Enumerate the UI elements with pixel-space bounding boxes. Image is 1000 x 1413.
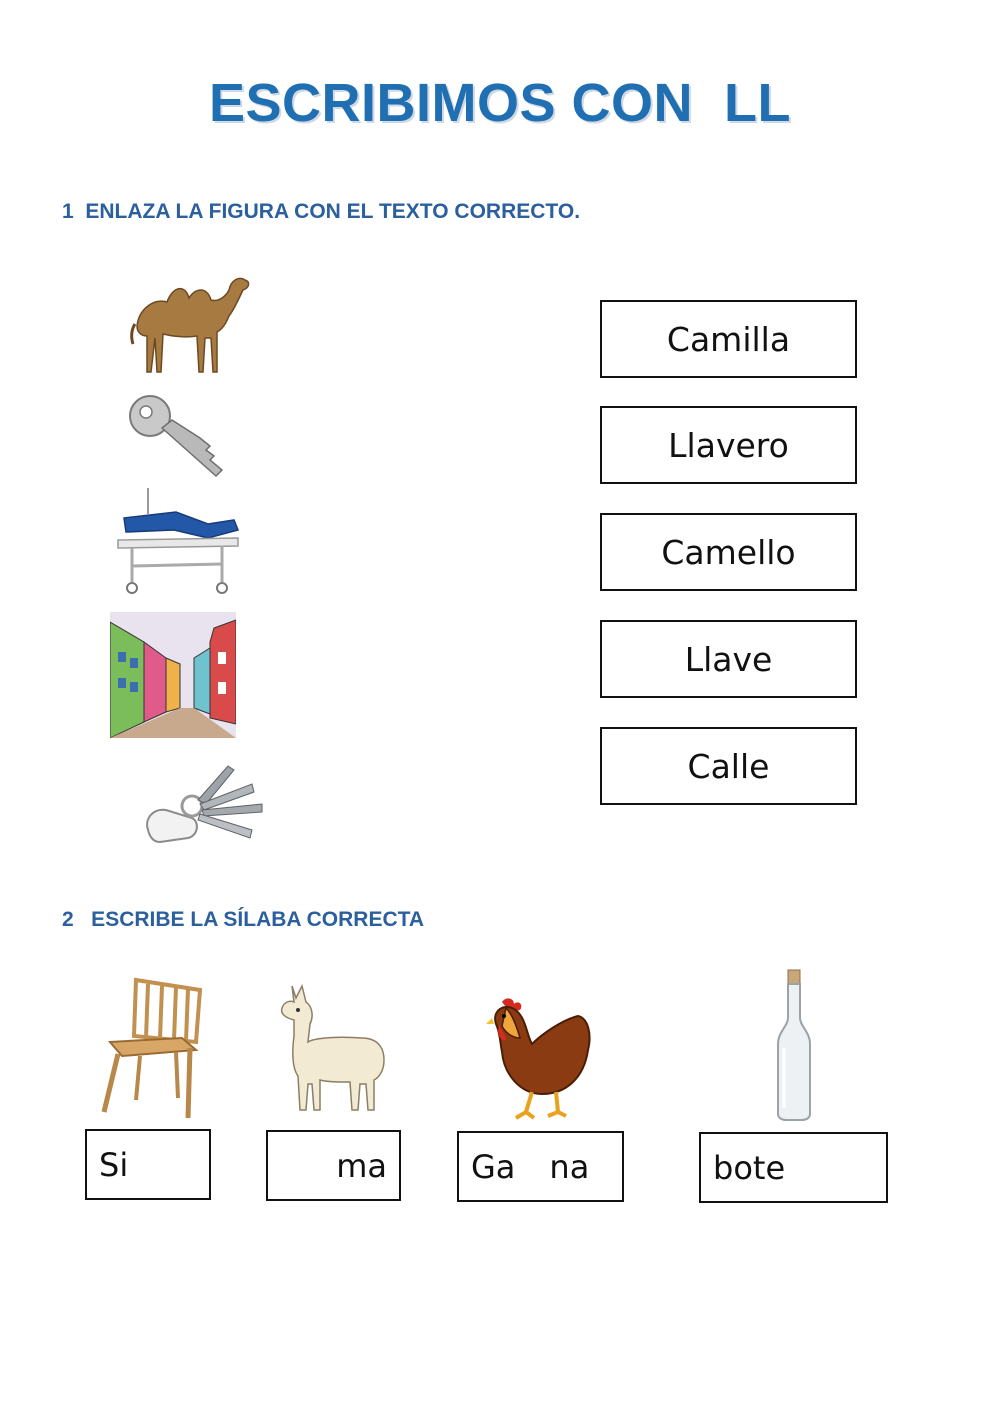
- syllable-left: Si: [99, 1145, 129, 1184]
- syllable-left: Ga: [471, 1147, 516, 1186]
- key-icon[interactable]: [128, 392, 228, 484]
- page-title: ESCRIBIMOS CON LL: [208, 73, 791, 133]
- section-1-heading: 1 ENLAZA LA FIGURA CON EL TEXTO CORRECTO.: [62, 200, 581, 223]
- syllable-right: ma: [336, 1146, 387, 1185]
- word-box-llavero[interactable]: Llavero: [600, 406, 857, 484]
- word-box-llave[interactable]: Llave: [600, 620, 857, 698]
- llama-icon: [278, 980, 390, 1118]
- syllable-box-gallina[interactable]: [457, 1131, 624, 1202]
- stretcher-icon[interactable]: [112, 484, 244, 600]
- syllable-right: na: [549, 1147, 590, 1186]
- keychain-icon[interactable]: [140, 760, 268, 852]
- hen-icon: [486, 994, 596, 1122]
- section-2-heading: 2 ESCRIBE LA SÍLABA CORRECTA: [62, 908, 425, 931]
- syllable-box-llama[interactable]: [266, 1130, 401, 1201]
- word-box-calle[interactable]: Calle: [600, 727, 857, 805]
- syllable-left: bote: [713, 1148, 786, 1187]
- word-box-camello[interactable]: Camello: [600, 513, 857, 591]
- bottle-icon: [772, 968, 816, 1124]
- word-box-camilla[interactable]: Camilla: [600, 300, 857, 378]
- street-icon[interactable]: [110, 612, 236, 738]
- camel-icon[interactable]: [125, 268, 255, 380]
- chair-icon: [96, 972, 208, 1124]
- syllable-box-botella[interactable]: [699, 1132, 888, 1203]
- syllable-box-silla[interactable]: [85, 1129, 211, 1200]
